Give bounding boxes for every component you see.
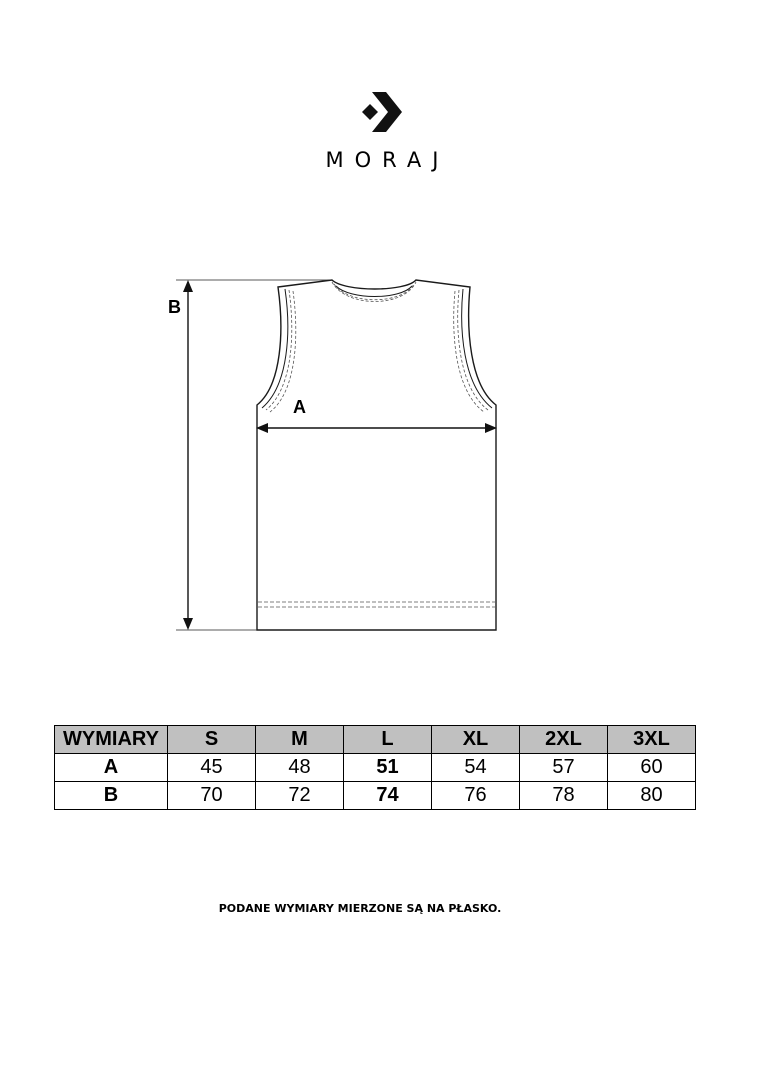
table-cell: 54 <box>432 754 520 782</box>
row-label: B <box>55 782 168 810</box>
header-cell: M <box>256 726 344 754</box>
header-cell: XL <box>432 726 520 754</box>
size-table <box>54 725 696 810</box>
garment-outline <box>257 280 496 630</box>
row-label: A <box>55 754 168 782</box>
measure-a-label: A <box>293 397 306 417</box>
table-row <box>55 754 696 782</box>
header-cell: 3XL <box>608 726 696 754</box>
header-cell: WYMIARY <box>55 726 168 754</box>
table-cell: 74 <box>344 782 432 810</box>
header-cell: S <box>168 726 256 754</box>
table-cell: 72 <box>256 782 344 810</box>
measurement-note: PODANE WYMIARY MIERZONE SĄ NA PŁASKO. <box>218 902 502 915</box>
size-table-header <box>55 726 696 754</box>
table-row <box>55 782 696 810</box>
header-cell: 2XL <box>520 726 608 754</box>
table-cell: 80 <box>608 782 696 810</box>
brand-name: MORAJ <box>325 148 450 172</box>
table-cell: 45 <box>168 754 256 782</box>
table-cell: 78 <box>520 782 608 810</box>
table-cell: 60 <box>608 754 696 782</box>
table-cell: 57 <box>520 754 608 782</box>
table-cell: 70 <box>168 782 256 810</box>
header-cell: L <box>344 726 432 754</box>
table-cell: 48 <box>256 754 344 782</box>
table-cell: 51 <box>344 754 432 782</box>
table-cell: 76 <box>432 782 520 810</box>
measure-b-label: B <box>168 297 181 317</box>
